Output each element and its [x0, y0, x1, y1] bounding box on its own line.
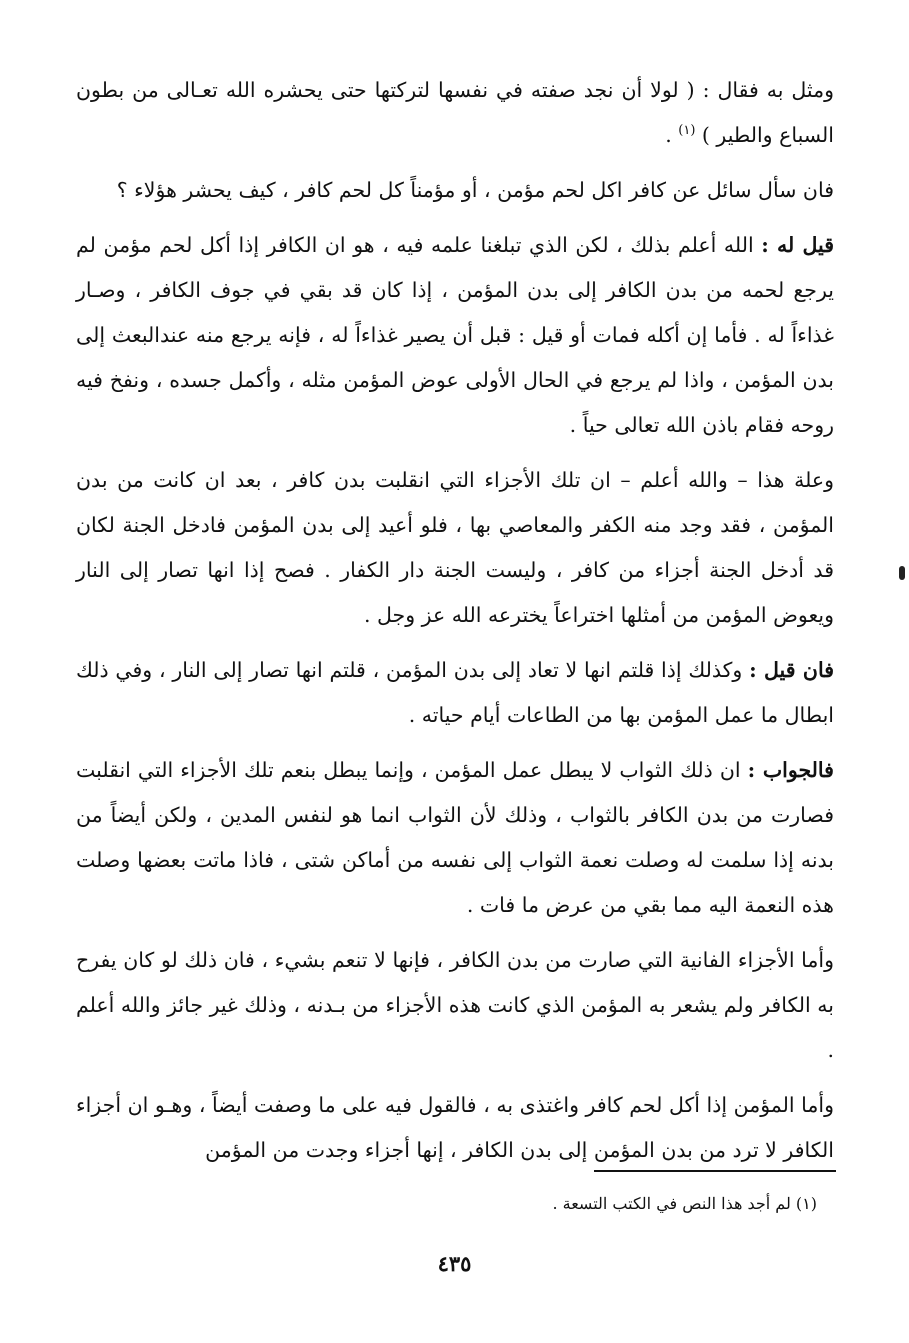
paragraph-7 [76, 938, 834, 1073]
paragraph-4 [76, 458, 834, 638]
footnote-reference[interactable]: (١) [678, 123, 696, 139]
paragraph-text: وأما المؤمن إذا أكل لحم كافر واغتذى به ، فالقول فيه على ما وصفت أيضاً ، وهـو ان أجزاء الكافر لا ترد من بدن المؤمن إلى بدن الكافر ، إنها أجزاء وجدت من المؤمن [76, 1093, 834, 1162]
page-body [76, 68, 834, 1183]
paragraph-tail: . [665, 123, 679, 147]
paragraph-6 [76, 748, 834, 928]
footnote-divider [594, 1170, 836, 1172]
paragraph-text: فان سأل سائل عن كافر اكل لحم مؤمن ، أو مؤمناً كل لحم كافر ، كيف يحشر هؤلاء ؟ [116, 178, 834, 202]
paragraph-text: وأما الأجزاء الفانية التي صارت من بدن الكافر ، فإنها لا تنعم بشيء ، فان ذلك لو كان يفرح به الكافر ولم يشعر به المؤمن الذي كانت هذه الأجزاء من بـدنه ، وذلك غير جائز والله أعلم . [76, 948, 834, 1062]
paragraph-lead: قيل له : [761, 233, 834, 257]
paragraph-3 [76, 223, 834, 448]
paragraph-2 [76, 168, 834, 213]
paragraph-text: ان ذلك الثواب لا يبطل عمل المؤمن ، وإنما يبطل بنعم تلك الأجزاء التي انقلبت فصارت من بدن الكافر بالثواب ، وذلك لأن الثواب انما هو لنفس المدين ، ولكن أيضاً من بدنه إذا سلمت له وصلت نعمة الثواب إلى نفسه من أماكن شتى ، فاذا ماتت بعضها وصلت هذه النعمة اليه مما بقي من عرض ما فات . [76, 758, 834, 917]
page-number: ٤٣٥ [437, 1251, 472, 1276]
paragraph-8 [76, 1083, 834, 1173]
footnote: (١) لم أجد هذا النص في الكتب التسعة . [552, 1194, 817, 1213]
paragraph-1 [76, 68, 834, 158]
paragraph-text: وعلة هذا – والله أعلم – ان تلك الأجزاء التي انقلبت بدن كافر ، بعد ان كانت من بدن المؤمن ، فقد وجد منه الكفر والمعاصي بها ، فلو أعيد إلى بدن المؤمن فادخل الجنة لكان قد أدخل الجنة أجزاء من كافر ، وليست الجنة دار الكفار . فصح إذا انها تصار إلى النار ويعوض المؤمن من أمثلها اختراعاً يخترعه الله عز وجل . [76, 468, 834, 627]
paragraph-text: الله أعلم بذلك ، لكن الذي تبلغنا علمه فيه ، هو ان الكافر إذا أكل لحم مؤمن لم يرجع لحمه من بدن الكافر إلى بدن المؤمن ، إذا كان قد بقي في جوف الكافر ، وصـار غذاءاً له . فأما إن أكله فمات أو قيل : قبل أن يصير غذاءاً له ، فإنه يرجع منه عندالبعث إلى بدن المؤمن ، واذا لم يرجع في الحال الأولى عوض المؤمن مثله ، وأكمل جسده ، ونفخ فيه روحه فقام باذن الله تعالى حياً . [76, 233, 834, 437]
scan-margin-mark [899, 566, 905, 580]
paragraph-lead: فالجواب : [747, 758, 834, 782]
paragraph-5 [76, 648, 834, 738]
paragraph-lead: فان قيل : [749, 658, 835, 682]
paragraph-text: ومثل به فقال : ( لولا أن نجد صفته في نفسها لتركتها حتى يحشره الله تعـالى من بطون السباع والطير ) [76, 78, 834, 147]
paragraph-text: وكذلك إذا قلتم انها لا تعاد إلى بدن المؤمن ، قلتم انها تصار إلى النار ، وفي ذلك ابطال ما عمل المؤمن بها من الطاعات أيام حياته . [76, 658, 834, 727]
